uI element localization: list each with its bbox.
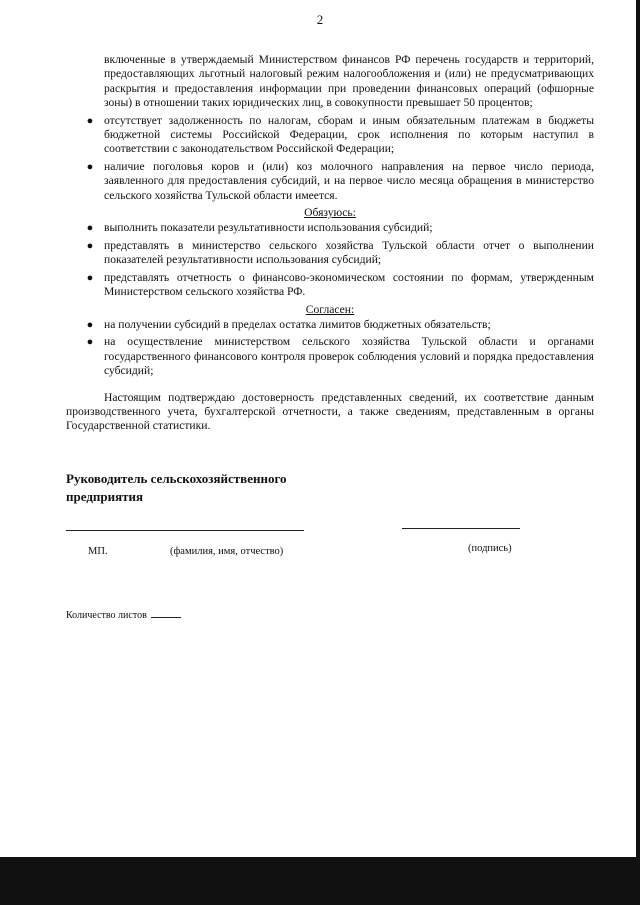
signature-caption: (подпись) — [468, 543, 512, 554]
stamp-label: МП. — [88, 546, 108, 557]
obligation-item — [66, 239, 594, 268]
sheet-count — [66, 610, 181, 621]
scan-edge-right — [636, 0, 640, 905]
bullet-icon: ● — [86, 239, 94, 252]
obligation-text: представлять отчетность о финансово-экономическом состоянии по формам, утвержденным Министерством сельского хозяйства РФ. — [104, 270, 594, 299]
obligation-text: выполнить показатели результативности использования субсидий; — [104, 221, 433, 235]
signature-line — [402, 528, 520, 529]
signer-title-line: Руководитель сельскохозяйственного — [66, 471, 287, 486]
obligation-item — [66, 271, 594, 300]
bullet-icon: ● — [86, 222, 94, 235]
bullet-icon: ● — [86, 160, 94, 173]
condition-item — [66, 114, 594, 157]
obligation-text: представлять в министерство сельского хозяйства Тульской области отчет о выполнении показателей результативности использования субсидий; — [104, 238, 594, 267]
signer-title — [66, 470, 366, 506]
document-body — [66, 53, 594, 434]
name-caption: (фамилия, имя, отчество) — [170, 546, 284, 557]
consent-item — [66, 335, 594, 378]
signer-title-line: предприятия — [66, 489, 144, 504]
condition-text: отсутствует задолженность по налогам, сборам и иным обязательным платежам в бюджеты бюджетной системы Российской Федерации, срок исполнения по которым наступил в соответствии с законодательством Российской Федерации; — [104, 113, 594, 156]
bullet-icon: ● — [86, 336, 94, 349]
condition-item — [66, 160, 594, 203]
sheet-count-label: Количество листов — [66, 610, 147, 621]
sheet-count-blank — [151, 617, 181, 618]
consent-text: на осуществление министерством сельского хозяйства Тульской области и органами государственного финансового контроля проверок соблюдения условий и порядка предоставления субсидий; — [104, 335, 594, 378]
obligation-item — [66, 221, 594, 235]
intro-continuation: включенные в утверждаемый Министерством финансов РФ перечень государств и территорий, предоставляющих льготный налоговый режим налогообложения и (или) не предусматривающих раскрытия и предоставления информации при проведении финансовых операций (офшорные зоны) в отношении таких юридических лиц, в совокупности превышает 50 процентов; — [104, 53, 594, 110]
obligations-heading: Обязуюсь: — [304, 206, 356, 220]
consent-item — [66, 318, 594, 332]
bullet-icon: ● — [86, 114, 94, 127]
bullet-icon: ● — [86, 271, 94, 284]
consent-heading: Согласен: — [305, 302, 355, 316]
page-number: 2 — [316, 12, 324, 27]
bullet-icon: ● — [86, 318, 94, 331]
consent-text: на получении субсидий в пределах остатка лимитов бюджетных обязательств; — [104, 317, 491, 331]
scan-edge-bottom — [0, 857, 640, 905]
condition-text: наличие поголовья коров и (или) коз молочного направления на первое число периода, заявленного для предоставления субсидий, и на первое число месяца обращения в министерство сельского хозяйства Тульской области имеется. — [104, 159, 594, 202]
name-signature-line — [66, 530, 304, 531]
confirmation-paragraph: Настоящим подтверждаю достоверность представленных сведений, их соответствие данным производственного учета, бухгалтерской отчетности, а также сведениям, представленным в органы Государственной статистики. — [66, 390, 594, 433]
